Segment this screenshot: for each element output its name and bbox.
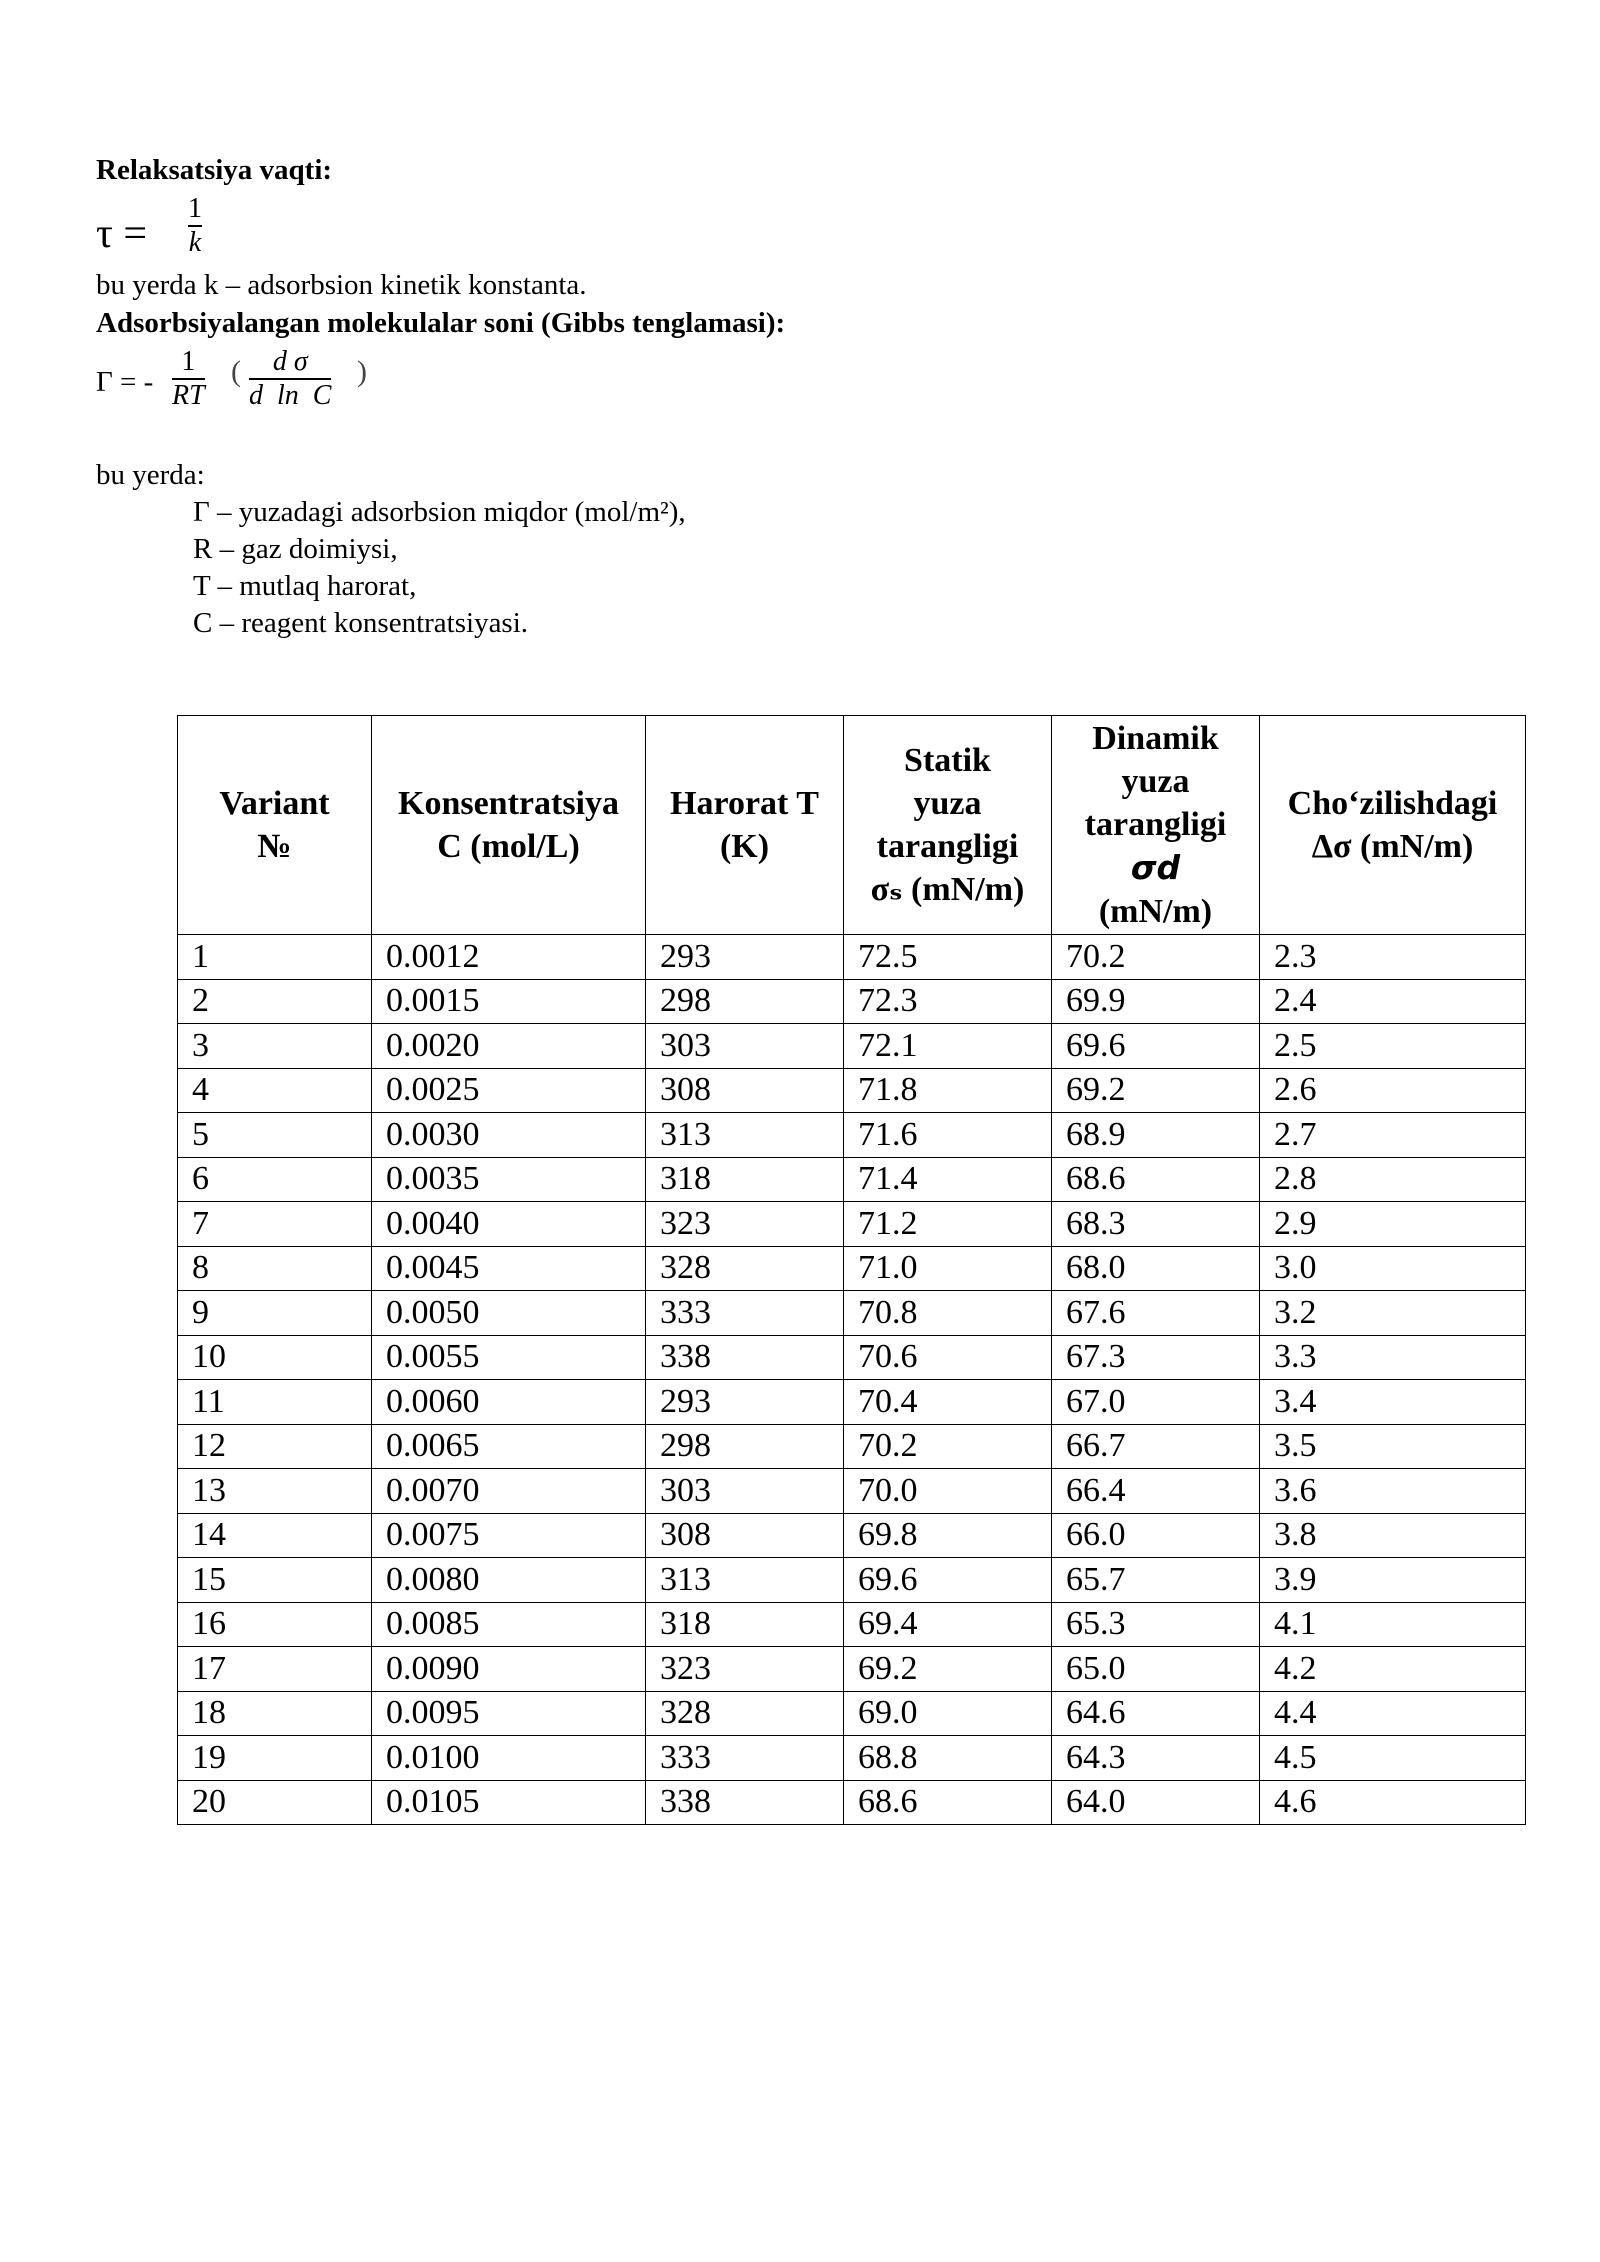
cell-temperature: 308 [646, 1068, 844, 1113]
cell-variant: 13 [178, 1469, 372, 1514]
table-row [178, 1246, 1526, 1291]
cell-variant: 3 [178, 1024, 372, 1069]
gibbs-fraction-2-numerator: d σ [272, 346, 308, 377]
data-table [177, 715, 1526, 1825]
cell-stretch-delta: 4.4 [1260, 1691, 1526, 1736]
cell-static-tension: 72.5 [844, 935, 1052, 980]
cell-temperature: 338 [646, 1335, 844, 1380]
cell-variant: 5 [178, 1113, 372, 1158]
cell-stretch-delta: 4.2 [1260, 1647, 1526, 1692]
cell-stretch-delta: 2.5 [1260, 1024, 1526, 1069]
cell-stretch-delta: 2.8 [1260, 1157, 1526, 1202]
cell-stretch-delta: 3.2 [1260, 1291, 1526, 1336]
cell-concentration: 0.0035 [372, 1157, 646, 1202]
cell-concentration: 0.0025 [372, 1068, 646, 1113]
relaxation-note: bu yerda k – adsorbsion kinetik konstanta. [96, 269, 587, 301]
cell-stretch-delta: 4.6 [1260, 1780, 1526, 1825]
cell-temperature: 328 [646, 1246, 844, 1291]
gamma-formula-lhs: Γ = - [96, 366, 154, 398]
cell-stretch-delta: 2.7 [1260, 1113, 1526, 1158]
cell-variant: 17 [178, 1647, 372, 1692]
definition-gamma: Γ – yuzadagi adsorbsion miqdor (mol/m²), [193, 496, 686, 528]
cell-concentration: 0.0012 [372, 935, 646, 980]
table-row [178, 1736, 1526, 1781]
cell-dynamic-tension: 70.2 [1052, 935, 1260, 980]
cell-static-tension: 71.8 [844, 1068, 1052, 1113]
table-header-row [178, 716, 1526, 935]
cell-variant: 6 [178, 1157, 372, 1202]
cell-static-tension: 70.6 [844, 1335, 1052, 1380]
cell-concentration: 0.0020 [372, 1024, 646, 1069]
gibbs-heading: Adsorbsiyalangan molekulalar soni (Gibbs tenglamasi): [96, 307, 786, 339]
where-label: bu yerda: [96, 459, 205, 491]
cell-temperature: 318 [646, 1157, 844, 1202]
table-row [178, 1780, 1526, 1825]
cell-stretch-delta: 3.6 [1260, 1469, 1526, 1514]
cell-variant: 7 [178, 1202, 372, 1247]
cell-dynamic-tension: 65.0 [1052, 1647, 1260, 1692]
table-row [178, 1157, 1526, 1202]
cell-concentration: 0.0060 [372, 1380, 646, 1425]
cell-variant: 10 [178, 1335, 372, 1380]
cell-dynamic-tension: 69.2 [1052, 1068, 1260, 1113]
cell-variant: 16 [178, 1602, 372, 1647]
table-row [178, 1558, 1526, 1603]
table-row [178, 1291, 1526, 1336]
cell-temperature: 293 [646, 935, 844, 980]
cell-static-tension: 72.1 [844, 1024, 1052, 1069]
cell-stretch-delta: 2.6 [1260, 1068, 1526, 1113]
cell-temperature: 308 [646, 1513, 844, 1558]
cell-stretch-delta: 3.4 [1260, 1380, 1526, 1425]
table-row [178, 1647, 1526, 1692]
table-row [178, 979, 1526, 1024]
cell-static-tension: 71.6 [844, 1113, 1052, 1158]
cell-dynamic-tension: 68.9 [1052, 1113, 1260, 1158]
definition-t: T – mutlaq harorat, [193, 570, 417, 602]
cell-variant: 11 [178, 1380, 372, 1425]
gibbs-fraction-2 [249, 346, 331, 412]
cell-concentration: 0.0090 [372, 1647, 646, 1692]
cell-temperature: 333 [646, 1736, 844, 1781]
cell-variant: 4 [178, 1068, 372, 1113]
cell-variant: 8 [178, 1246, 372, 1291]
cell-dynamic-tension: 68.3 [1052, 1202, 1260, 1247]
cell-static-tension: 69.4 [844, 1602, 1052, 1647]
cell-static-tension: 68.6 [844, 1780, 1052, 1825]
header-stretch-delta: Cho‘zilishdagi Δσ (mN/m) [1260, 716, 1526, 935]
open-paren: ( [231, 355, 241, 388]
cell-concentration: 0.0085 [372, 1602, 646, 1647]
cell-concentration: 0.0080 [372, 1558, 646, 1603]
tau-fraction-numerator: 1 [188, 193, 202, 224]
cell-concentration: 0.0065 [372, 1424, 646, 1469]
cell-dynamic-tension: 64.3 [1052, 1736, 1260, 1781]
cell-temperature: 318 [646, 1602, 844, 1647]
cell-variant: 18 [178, 1691, 372, 1736]
table-row [178, 1691, 1526, 1736]
cell-dynamic-tension: 66.7 [1052, 1424, 1260, 1469]
cell-dynamic-tension: 68.6 [1052, 1157, 1260, 1202]
cell-concentration: 0.0075 [372, 1513, 646, 1558]
cell-static-tension: 70.0 [844, 1469, 1052, 1514]
cell-temperature: 323 [646, 1202, 844, 1247]
cell-concentration: 0.0040 [372, 1202, 646, 1247]
header-static-tension: Statik yuza tarangligi σₛ (mN/m) [844, 716, 1052, 935]
table-row [178, 1380, 1526, 1425]
cell-temperature: 338 [646, 1780, 844, 1825]
cell-concentration: 0.0050 [372, 1291, 646, 1336]
tau-formula-lhs: τ = [96, 211, 148, 257]
cell-dynamic-tension: 66.4 [1052, 1469, 1260, 1514]
cell-temperature: 328 [646, 1691, 844, 1736]
cell-concentration: 0.0070 [372, 1469, 646, 1514]
cell-dynamic-tension: 65.7 [1052, 1558, 1260, 1603]
cell-temperature: 303 [646, 1469, 844, 1514]
cell-dynamic-tension: 68.0 [1052, 1246, 1260, 1291]
cell-static-tension: 70.8 [844, 1291, 1052, 1336]
gibbs-fraction-1-denominator: RT [172, 379, 205, 411]
cell-dynamic-tension: 67.3 [1052, 1335, 1260, 1380]
cell-static-tension: 69.6 [844, 1558, 1052, 1603]
definition-c: C – reagent konsentratsiyasi. [193, 607, 529, 639]
cell-temperature: 323 [646, 1647, 844, 1692]
cell-variant: 20 [178, 1780, 372, 1825]
cell-concentration: 0.0105 [372, 1780, 646, 1825]
cell-temperature: 293 [646, 1380, 844, 1425]
table-row [178, 1513, 1526, 1558]
table-row [178, 1068, 1526, 1113]
cell-concentration: 0.0030 [372, 1113, 646, 1158]
cell-static-tension: 71.4 [844, 1157, 1052, 1202]
cell-variant: 15 [178, 1558, 372, 1603]
cell-static-tension: 71.2 [844, 1202, 1052, 1247]
cell-dynamic-tension: 69.6 [1052, 1024, 1260, 1069]
cell-stretch-delta: 2.9 [1260, 1202, 1526, 1247]
table-row [178, 935, 1526, 980]
cell-static-tension: 70.2 [844, 1424, 1052, 1469]
cell-stretch-delta: 2.3 [1260, 935, 1526, 980]
cell-concentration: 0.0055 [372, 1335, 646, 1380]
table-row [178, 1024, 1526, 1069]
cell-concentration: 0.0100 [372, 1736, 646, 1781]
cell-dynamic-tension: 64.0 [1052, 1780, 1260, 1825]
cell-variant: 1 [178, 935, 372, 980]
gibbs-fraction-1-numerator: 1 [181, 346, 196, 377]
cell-temperature: 303 [646, 1024, 844, 1069]
table-row [178, 1424, 1526, 1469]
cell-stretch-delta: 3.3 [1260, 1335, 1526, 1380]
table-row [178, 1113, 1526, 1158]
cell-static-tension: 69.2 [844, 1647, 1052, 1692]
cell-dynamic-tension: 64.6 [1052, 1691, 1260, 1736]
cell-temperature: 333 [646, 1291, 844, 1336]
tau-fraction-denominator: k [188, 226, 202, 258]
header-concentration: Konsentratsiya C (mol/L) [372, 716, 646, 935]
cell-concentration: 0.0015 [372, 979, 646, 1024]
gibbs-fraction-2-denominator: d ln C [249, 379, 332, 411]
cell-temperature: 298 [646, 1424, 844, 1469]
cell-stretch-delta: 3.9 [1260, 1558, 1526, 1603]
table-row [178, 1469, 1526, 1514]
table-row [178, 1202, 1526, 1247]
cell-temperature: 313 [646, 1558, 844, 1603]
table-row [178, 1335, 1526, 1380]
tau-fraction [188, 193, 202, 259]
cell-static-tension: 70.4 [844, 1380, 1052, 1425]
cell-variant: 14 [178, 1513, 372, 1558]
cell-stretch-delta: 4.1 [1260, 1602, 1526, 1647]
cell-stretch-delta: 3.5 [1260, 1424, 1526, 1469]
gibbs-fraction-1 [172, 346, 205, 412]
cell-static-tension: 69.0 [844, 1691, 1052, 1736]
table-body [178, 935, 1526, 1825]
definition-r: R – gaz doimiysi, [193, 533, 398, 565]
header-temperature: Harorat T (K) [646, 716, 844, 935]
header-variant: Variant № [178, 716, 372, 935]
cell-static-tension: 72.3 [844, 979, 1052, 1024]
cell-stretch-delta: 3.8 [1260, 1513, 1526, 1558]
cell-static-tension: 69.8 [844, 1513, 1052, 1558]
cell-temperature: 313 [646, 1113, 844, 1158]
cell-stretch-delta: 4.5 [1260, 1736, 1526, 1781]
cell-static-tension: 68.8 [844, 1736, 1052, 1781]
cell-concentration: 0.0095 [372, 1691, 646, 1736]
header-dynamic-tension: Dinamik yuza tarangligi σd (mN/m) [1052, 716, 1260, 935]
table-row [178, 1602, 1526, 1647]
cell-stretch-delta: 2.4 [1260, 979, 1526, 1024]
cell-static-tension: 71.0 [844, 1246, 1052, 1291]
close-paren: ) [357, 355, 367, 388]
cell-variant: 9 [178, 1291, 372, 1336]
relaxation-heading: Relaksatsiya vaqti: [96, 154, 333, 186]
cell-stretch-delta: 3.0 [1260, 1246, 1526, 1291]
cell-variant: 12 [178, 1424, 372, 1469]
cell-dynamic-tension: 67.0 [1052, 1380, 1260, 1425]
cell-dynamic-tension: 66.0 [1052, 1513, 1260, 1558]
cell-dynamic-tension: 67.6 [1052, 1291, 1260, 1336]
cell-concentration: 0.0045 [372, 1246, 646, 1291]
cell-variant: 19 [178, 1736, 372, 1781]
cell-dynamic-tension: 65.3 [1052, 1602, 1260, 1647]
cell-dynamic-tension: 69.9 [1052, 979, 1260, 1024]
cell-variant: 2 [178, 979, 372, 1024]
cell-temperature: 298 [646, 979, 844, 1024]
